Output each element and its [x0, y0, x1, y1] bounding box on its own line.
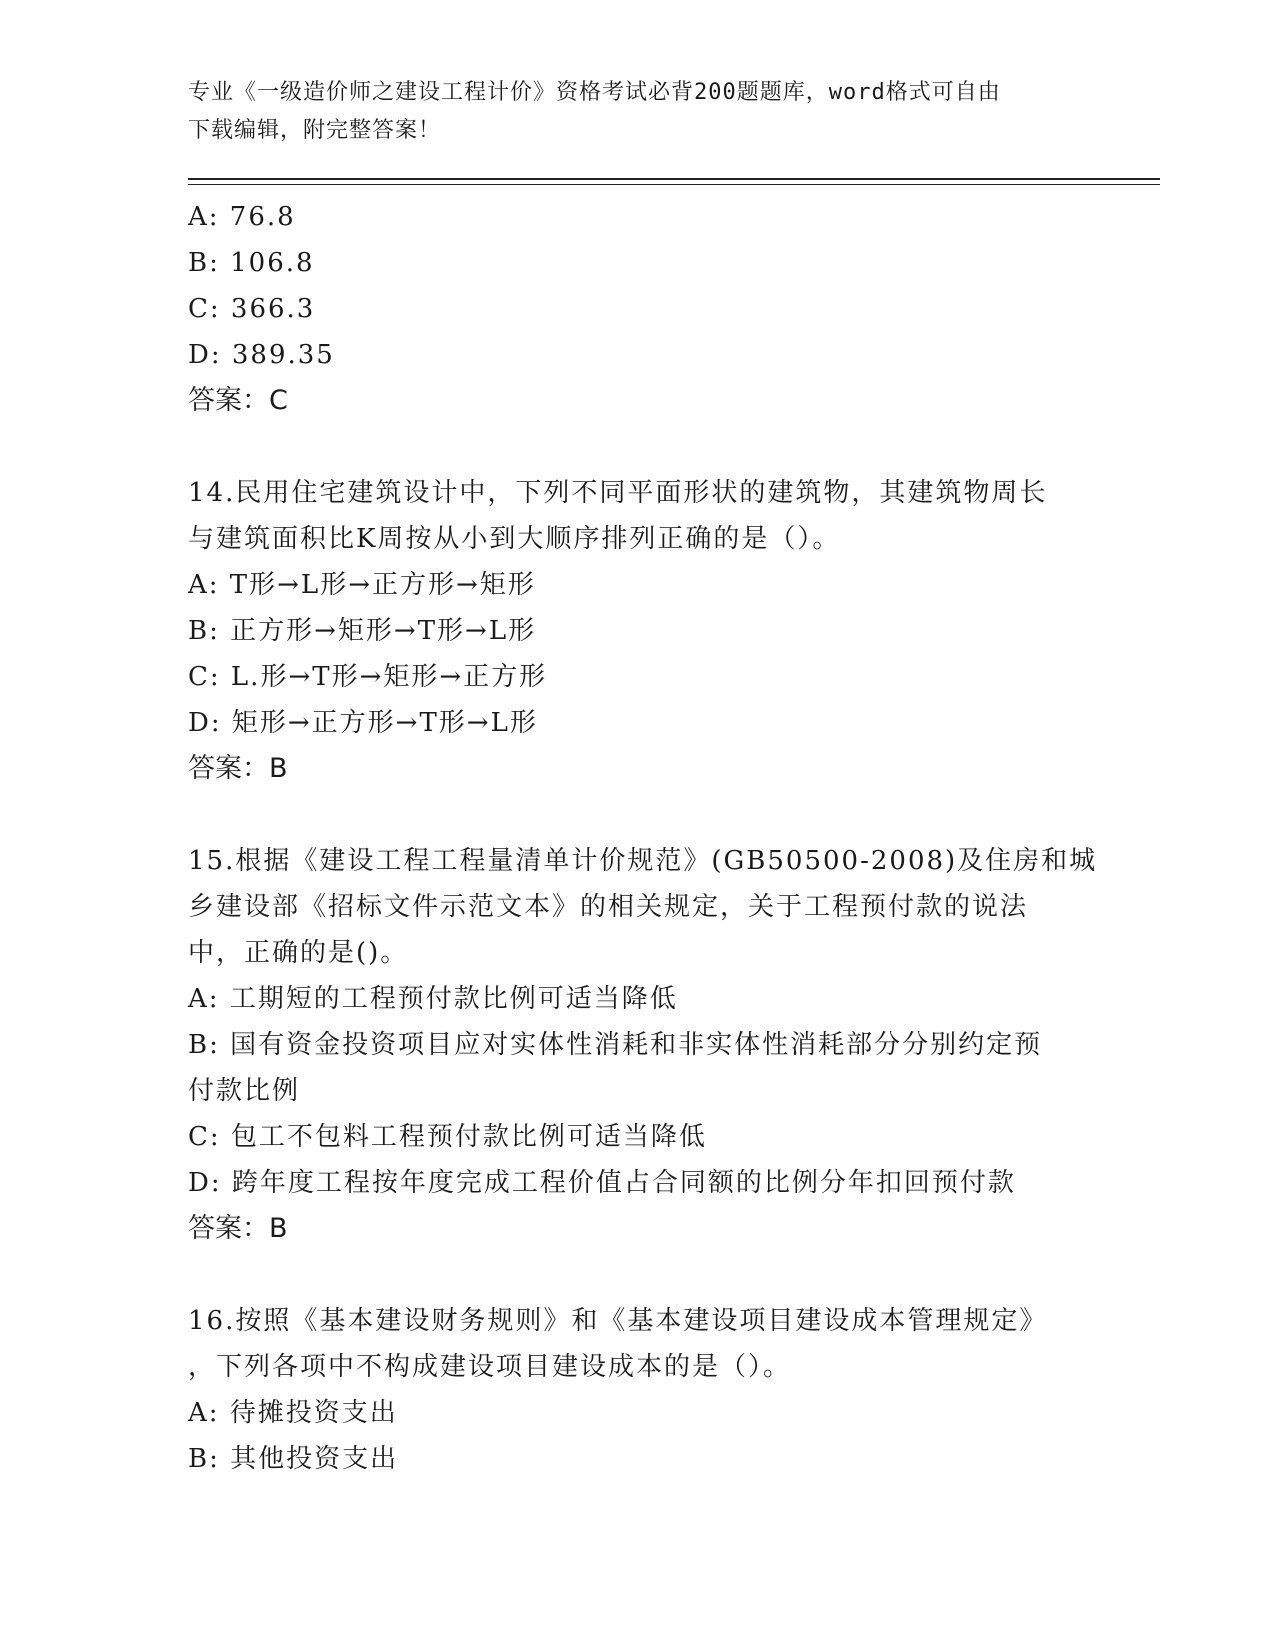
option-a: A: 待摊投资支出: [188, 1398, 398, 1428]
option-c: C: 366.3: [188, 294, 316, 324]
option-c: C: 包工不包料工程预付款比例可适当降低: [188, 1122, 707, 1152]
question-list: [188, 194, 1098, 1482]
answer-line: 答案：C: [188, 385, 288, 416]
option-b: B: 其他投资支出: [188, 1444, 399, 1474]
question-text-line-1: 16.按照《基本建设财务规则》和《基本建设项目建设成本管理规定》: [188, 1306, 1048, 1336]
question-text-line-1: 15.根据《建设工程工程量清单计价规范》(GB50500-2008)及住房和城: [188, 846, 1098, 876]
header-line-2: 下载编辑，附完整答案！: [188, 118, 442, 143]
answer-line: 答案：B: [188, 1213, 288, 1244]
option-b: B: 国有资金投资项目应对实体性消耗和非实体性消耗部分分别约定预: [188, 1030, 1043, 1060]
question-text-line-2: 乡建设部《招标文件示范文本》的相关规定，关于工程预付款的说法: [188, 892, 1029, 922]
question-16: [188, 1298, 1088, 1482]
question-13-fragment: [188, 194, 1088, 424]
question-text-line-1: 14.民用住宅建筑设计中，下列不同平面形状的建筑物，其建筑物周长: [188, 478, 1048, 508]
question-15: [188, 838, 1098, 1252]
header-line-1: 专业《一级造价师之建设工程计价》资格考试必背200题题库，word格式可自由: [188, 80, 1001, 105]
option-a: A: T形→L形→正方形→矩形: [188, 570, 536, 600]
option-b: B: 正方形→矩形→T形→L形: [188, 616, 537, 646]
option-d: D: 跨年度工程按年度完成工程价值占合同额的比例分年扣回预付款: [188, 1168, 1016, 1198]
question-14: [188, 470, 1088, 792]
option-a: A: 工期短的工程预付款比例可适当降低: [188, 984, 678, 1014]
option-b-continued: 付款比例: [188, 1076, 301, 1106]
question-text-line-2: 与建筑面积比K周按从小到大顺序排列正确的是（）。: [188, 524, 841, 554]
answer-line: 答案：B: [188, 753, 288, 784]
option-d: D: 矩形→正方形→T形→L形: [188, 708, 538, 738]
option-a: A: 76.8: [188, 202, 296, 232]
option-d: D: 389.35: [188, 340, 335, 370]
option-b: B: 106.8: [188, 248, 315, 278]
question-text-line-2: ，下列各项中不构成建设项目建设成本的是（）。: [188, 1352, 792, 1382]
header-rule-thick: [188, 178, 1160, 180]
header-rule-thin: [188, 184, 1160, 185]
document-header: [188, 74, 1068, 150]
option-c: C: L.形→T形→矩形→正方形: [188, 662, 548, 692]
question-text-line-3: 中，正确的是()。: [188, 938, 409, 968]
